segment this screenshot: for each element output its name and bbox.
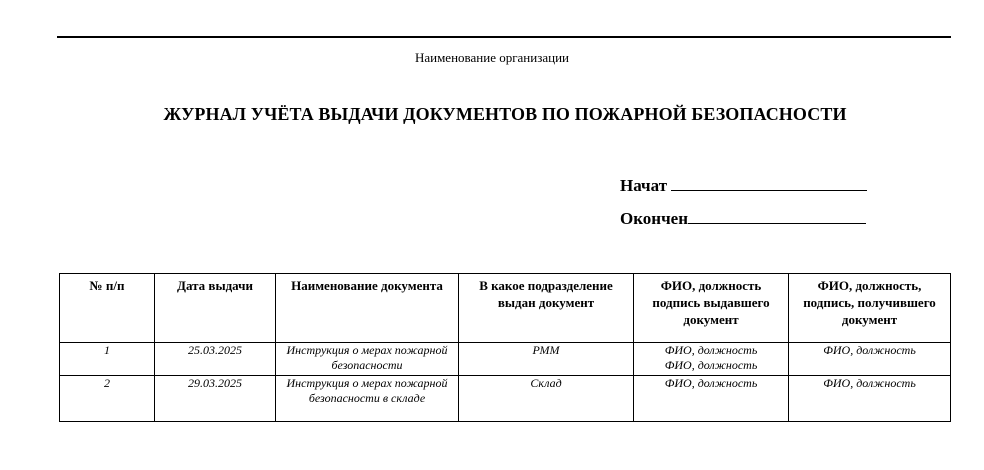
cell-recipient: ФИО, должность <box>789 343 951 376</box>
cell-issuer <box>634 376 789 422</box>
journal-table <box>59 273 951 422</box>
cell-issuer-line: ФИО, должность <box>664 358 758 372</box>
started-blank <box>671 174 867 191</box>
header-num: № п/п <box>60 274 155 343</box>
cell-department: РММ <box>459 343 634 376</box>
ended-blank <box>688 207 866 224</box>
cell-document: Инструкция о мерах пожарной безопасности в складе <box>276 376 459 422</box>
cell-issuer-line: ФИО, должность <box>664 376 758 390</box>
header-department: В какое подразделение выдан документ <box>459 274 634 343</box>
ended-line <box>620 207 866 229</box>
started-label: Начат <box>620 176 668 195</box>
cell-issuer <box>634 343 789 376</box>
table-row <box>60 343 951 376</box>
cell-num: 1 <box>60 343 155 376</box>
ended-label: Окончен <box>620 209 689 228</box>
document-title: ЖУРНАЛ УЧЁТА ВЫДАЧИ ДОКУМЕНТОВ ПО ПОЖАРНОЙ БЕЗОПАСНОСТИ <box>163 104 847 124</box>
header-rule <box>57 36 951 38</box>
cell-document: Инструкция о мерах пожарной безопасности <box>276 343 459 376</box>
cell-issuer-line: ФИО, должность <box>664 343 758 357</box>
header-document: Наименование документа <box>276 274 459 343</box>
header-date: Дата выдачи <box>155 274 276 343</box>
table-header-row <box>60 274 951 343</box>
started-line <box>620 174 867 196</box>
cell-recipient: ФИО, должность <box>789 376 951 422</box>
header-issuer: ФИО, должность подпись выдавшего документ <box>634 274 789 343</box>
cell-date: 29.03.2025 <box>155 376 276 422</box>
cell-date: 25.03.2025 <box>155 343 276 376</box>
cell-num: 2 <box>60 376 155 422</box>
organization-name: Наименование организации <box>414 50 570 65</box>
header-recipient: ФИО, должность, подпись, получившего документ <box>789 274 951 343</box>
cell-department: Склад <box>459 376 634 422</box>
table-row <box>60 376 951 422</box>
